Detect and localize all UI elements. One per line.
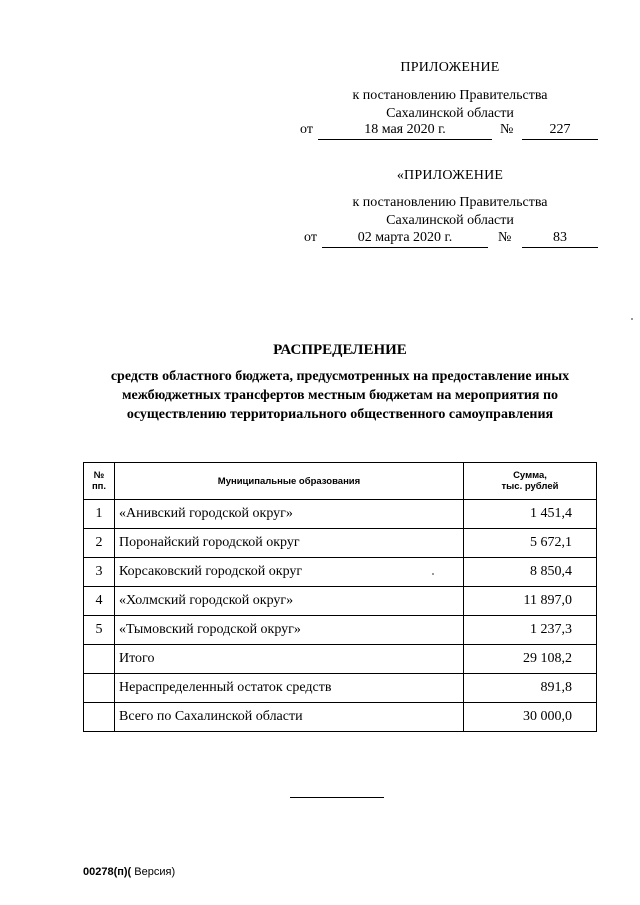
row-sum: 11 897,0 (464, 587, 597, 616)
row-municipality: «Холмский городской округ» (115, 587, 464, 616)
table-row (84, 500, 597, 529)
appendix-dateline (300, 122, 600, 140)
header-municipality: Муниципальные образования (115, 463, 464, 500)
row-sum: 8 850,4 (464, 558, 597, 587)
appendix-line-1: к постановлению Правительства (352, 88, 548, 103)
row-number (84, 674, 115, 703)
document-code-number: 00278(п)( (83, 866, 132, 878)
document-code (83, 866, 175, 878)
row-subtotal-sum: 29 108,2 (464, 645, 597, 674)
row-number: 3 (84, 558, 115, 587)
row-remainder-label: Нераспределенный остаток средств (115, 674, 464, 703)
original-appendix-dateline (300, 230, 600, 248)
scan-speck (631, 318, 633, 320)
appendix-number: 227 (522, 122, 598, 140)
date-from-label: от (300, 122, 313, 137)
scan-speck (432, 573, 434, 575)
row-number: 4 (84, 587, 115, 616)
original-appendix-title: «ПРИЛОЖЕНИЕ (396, 168, 504, 183)
row-municipality: Поронайский городской округ (115, 529, 464, 558)
original-appendix-line-1: к постановлению Правительства (352, 195, 548, 210)
row-municipality: «Тымовский городской округ» (115, 616, 464, 645)
appendix-date: 18 мая 2020 г. (318, 122, 492, 140)
row-number (84, 703, 115, 732)
appendix-title: ПРИЛОЖЕНИЕ (400, 60, 500, 75)
row-sum: 1 237,3 (464, 616, 597, 645)
original-appendix-line-2: Сахалинской области (386, 213, 514, 228)
row-number: 5 (84, 616, 115, 645)
row-number: 2 (84, 529, 115, 558)
table-row-remainder (84, 674, 597, 703)
header-sum: Сумма, тыс. рублей (464, 463, 597, 500)
row-total-label: Всего по Сахалинской области (115, 703, 464, 732)
document-code-version: Версия) (131, 866, 176, 878)
row-municipality: «Анивский городской округ» (115, 500, 464, 529)
row-number: 1 (84, 500, 115, 529)
row-municipality: Корсаковский городской округ (115, 558, 464, 587)
row-sum: 5 672,1 (464, 529, 597, 558)
table-header-row (84, 463, 597, 500)
row-number (84, 645, 115, 674)
original-appendix-number: 83 (522, 230, 598, 248)
distribution-table (83, 462, 597, 732)
original-appendix-date: 02 марта 2020 г. (322, 230, 488, 248)
header-number: № пп. (84, 463, 115, 500)
end-separator-line (290, 797, 384, 798)
row-total-sum: 30 000,0 (464, 703, 597, 732)
original-number-label: № (498, 230, 512, 245)
table-row-subtotal (84, 645, 597, 674)
row-remainder-sum: 891,8 (464, 674, 597, 703)
table-row (84, 587, 597, 616)
row-sum: 1 451,4 (464, 500, 597, 529)
document-subtitle-line-2: межбюджетных трансфертов местным бюджетам на мероприятия по (121, 388, 559, 403)
table-row (84, 616, 597, 645)
row-subtotal-label: Итого (115, 645, 464, 674)
document-title: РАСПРЕДЕЛЕНИЕ (273, 342, 407, 358)
table-row (84, 558, 597, 587)
appendix-line-2: Сахалинской области (386, 106, 514, 121)
document-subtitle-line-3: осуществлению территориального общественного самоуправления (126, 407, 554, 422)
table-row (84, 529, 597, 558)
document-subtitle-line-1: средств областного бюджета, предусмотренных на предоставление иных (110, 369, 570, 384)
number-label: № (500, 122, 514, 137)
table-row-total (84, 703, 597, 732)
original-date-from-label: от (304, 230, 317, 245)
